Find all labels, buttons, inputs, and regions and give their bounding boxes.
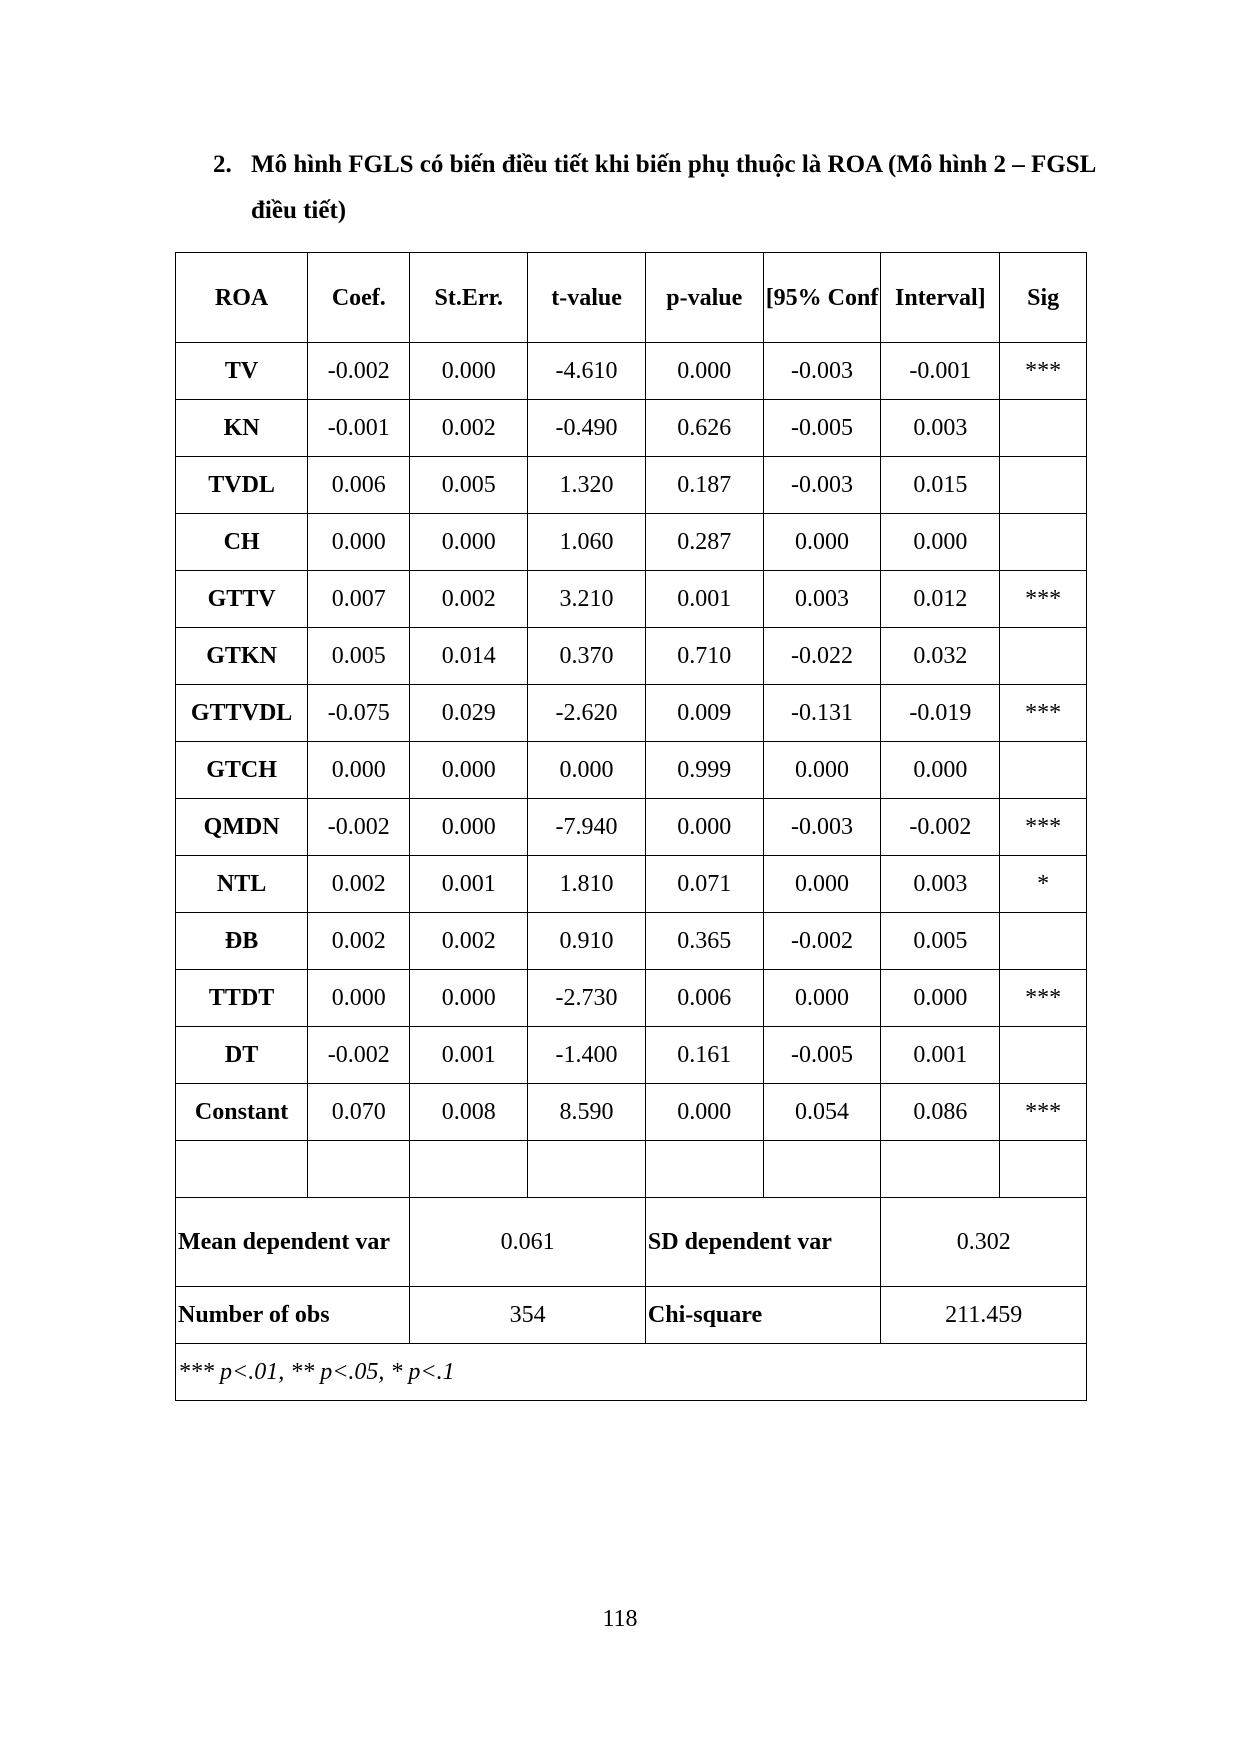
header-cell: Sig [1000,253,1087,343]
cell-coef: -0.002 [308,343,410,400]
cell-hi: 0.000 [881,514,1000,571]
cell-hi: -0.019 [881,685,1000,742]
cell-coef: 0.007 [308,571,410,628]
cell-se: 0.000 [410,343,528,400]
cell-t: 0.370 [528,628,646,685]
cell-p: 0.626 [645,400,763,457]
cell-se: 0.000 [410,970,528,1027]
cell-coef: -0.002 [308,1027,410,1084]
cell-sig [1000,628,1087,685]
section-title: Mô hình FGLS có biến điều tiết khi biến phụ thuộc là ROA (Mô hình 2 – FGSL điều tiết) [251,151,1095,224]
cell-se: 0.002 [410,400,528,457]
mean-dependent-label: Mean dependent var [176,1198,410,1287]
footnote-row [176,1344,1087,1401]
cell-hi: 0.000 [881,970,1000,1027]
cell-coef: -0.001 [308,400,410,457]
cell-lo: -0.003 [763,457,881,514]
cell-p: 0.006 [645,970,763,1027]
cell-coef: 0.000 [308,742,410,799]
cell-hi: 0.032 [881,628,1000,685]
empty-cell [528,1141,646,1198]
cell-t: 1.320 [528,457,646,514]
cell-t: 0.000 [528,742,646,799]
cell-t: -7.940 [528,799,646,856]
table-row [176,1027,1087,1084]
cell-t: -2.730 [528,970,646,1027]
cell-t: -0.490 [528,400,646,457]
cell-sig [1000,514,1087,571]
cell-p: 0.071 [645,856,763,913]
table-row [176,457,1087,514]
cell-se: 0.001 [410,1027,528,1084]
cell-p: 0.710 [645,628,763,685]
number-of-obs-value: 354 [410,1287,646,1344]
cell-lo: 0.054 [763,1084,881,1141]
variable-name-cell: CH [176,514,308,571]
variable-name-cell: Constant [176,1084,308,1141]
cell-lo: -0.022 [763,628,881,685]
header-cell: t-value [528,253,646,343]
cell-se: 0.029 [410,685,528,742]
cell-sig: *** [1000,799,1087,856]
stats-row [176,1198,1087,1287]
table-row [176,685,1087,742]
header-cell: St.Err. [410,253,528,343]
cell-t: 8.590 [528,1084,646,1141]
cell-p: 0.001 [645,571,763,628]
empty-cell [645,1141,763,1198]
cell-p: 0.999 [645,742,763,799]
variable-name-cell: GTCH [176,742,308,799]
table-row [176,1084,1087,1141]
cell-hi: 0.001 [881,1027,1000,1084]
cell-p: 0.000 [645,799,763,856]
mean-dependent-value: 0.061 [410,1198,646,1287]
cell-hi: 0.003 [881,856,1000,913]
cell-coef: 0.000 [308,970,410,1027]
cell-se: 0.014 [410,628,528,685]
cell-lo: 0.000 [763,514,881,571]
cell-se: 0.000 [410,799,528,856]
cell-lo: 0.003 [763,571,881,628]
cell-sig: *** [1000,571,1087,628]
cell-t: -1.400 [528,1027,646,1084]
table-header-row [176,253,1087,343]
table-row [176,343,1087,400]
cell-lo: 0.000 [763,970,881,1027]
variable-name-cell: TVDL [176,457,308,514]
variable-name-cell: NTL [176,856,308,913]
cell-t: 1.810 [528,856,646,913]
cell-lo: 0.000 [763,856,881,913]
cell-se: 0.005 [410,457,528,514]
cell-lo: 0.000 [763,742,881,799]
cell-p: 0.187 [645,457,763,514]
cell-se: 0.001 [410,856,528,913]
table-row [176,514,1087,571]
empty-cell [881,1141,1000,1198]
cell-sig [1000,742,1087,799]
cell-t: -4.610 [528,343,646,400]
cell-sig: *** [1000,1084,1087,1141]
cell-hi: -0.002 [881,799,1000,856]
cell-p: 0.000 [645,1084,763,1141]
regression-table [175,252,1087,1401]
cell-coef: 0.005 [308,628,410,685]
chi-square-label: Chi-square [645,1287,881,1344]
variable-name-cell: GTTV [176,571,308,628]
cell-lo: -0.131 [763,685,881,742]
empty-cell [410,1141,528,1198]
empty-cell [308,1141,410,1198]
cell-p: 0.161 [645,1027,763,1084]
section-number: 2. [213,151,232,178]
cell-coef: 0.006 [308,457,410,514]
cell-sig [1000,1027,1087,1084]
cell-se: 0.002 [410,913,528,970]
cell-se: 0.002 [410,571,528,628]
cell-coef: -0.075 [308,685,410,742]
empty-row [176,1141,1087,1198]
cell-lo: -0.002 [763,913,881,970]
cell-sig: * [1000,856,1087,913]
cell-sig [1000,913,1087,970]
cell-p: 0.009 [645,685,763,742]
empty-cell [763,1141,881,1198]
variable-name-cell: GTKN [176,628,308,685]
table-row [176,400,1087,457]
cell-hi: -0.001 [881,343,1000,400]
cell-coef: -0.002 [308,799,410,856]
stats-row [176,1287,1087,1344]
cell-se: 0.008 [410,1084,528,1141]
header-cell: p-value [645,253,763,343]
cell-lo: -0.005 [763,400,881,457]
cell-hi: 0.012 [881,571,1000,628]
cell-p: 0.000 [645,343,763,400]
cell-coef: 0.070 [308,1084,410,1141]
cell-p: 0.287 [645,514,763,571]
cell-coef: 0.002 [308,913,410,970]
cell-sig [1000,400,1087,457]
cell-sig: *** [1000,970,1087,1027]
cell-hi: 0.003 [881,400,1000,457]
cell-sig: *** [1000,343,1087,400]
header-cell: ROA [176,253,308,343]
variable-name-cell: DT [176,1027,308,1084]
cell-hi: 0.005 [881,913,1000,970]
cell-coef: 0.002 [308,856,410,913]
sd-dependent-value: 0.302 [881,1198,1087,1287]
cell-hi: 0.015 [881,457,1000,514]
variable-name-cell: ĐB [176,913,308,970]
header-cell: Interval] [881,253,1000,343]
cell-sig: *** [1000,685,1087,742]
table-row [176,571,1087,628]
table-row [176,913,1087,970]
cell-p: 0.365 [645,913,763,970]
cell-sig [1000,457,1087,514]
significance-footnote: *** p<.01, ** p<.05, * p<.1 [176,1344,1087,1401]
variable-name-cell: QMDN [176,799,308,856]
cell-hi: 0.000 [881,742,1000,799]
cell-lo: -0.003 [763,799,881,856]
variable-name-cell: TTDT [176,970,308,1027]
table-row [176,856,1087,913]
cell-coef: 0.000 [308,514,410,571]
header-cell: [95% Conf [763,253,881,343]
cell-se: 0.000 [410,514,528,571]
cell-lo: -0.005 [763,1027,881,1084]
variable-name-cell: TV [176,343,308,400]
table-row [176,970,1087,1027]
cell-t: -2.620 [528,685,646,742]
cell-t: 1.060 [528,514,646,571]
cell-hi: 0.086 [881,1084,1000,1141]
table-row [176,799,1087,856]
empty-cell [1000,1141,1087,1198]
cell-t: 3.210 [528,571,646,628]
page-number: 118 [602,1606,638,1632]
table-row [176,742,1087,799]
variable-name-cell: KN [176,400,308,457]
cell-se: 0.000 [410,742,528,799]
number-of-obs-label: Number of obs [176,1287,410,1344]
variable-name-cell: GTTVDL [176,685,308,742]
section-heading [213,142,1113,234]
empty-cell [176,1141,308,1198]
sd-dependent-label: SD dependent var [645,1198,881,1287]
header-cell: Coef. [308,253,410,343]
cell-lo: -0.003 [763,343,881,400]
table-row [176,628,1087,685]
cell-t: 0.910 [528,913,646,970]
chi-square-value: 211.459 [881,1287,1087,1344]
